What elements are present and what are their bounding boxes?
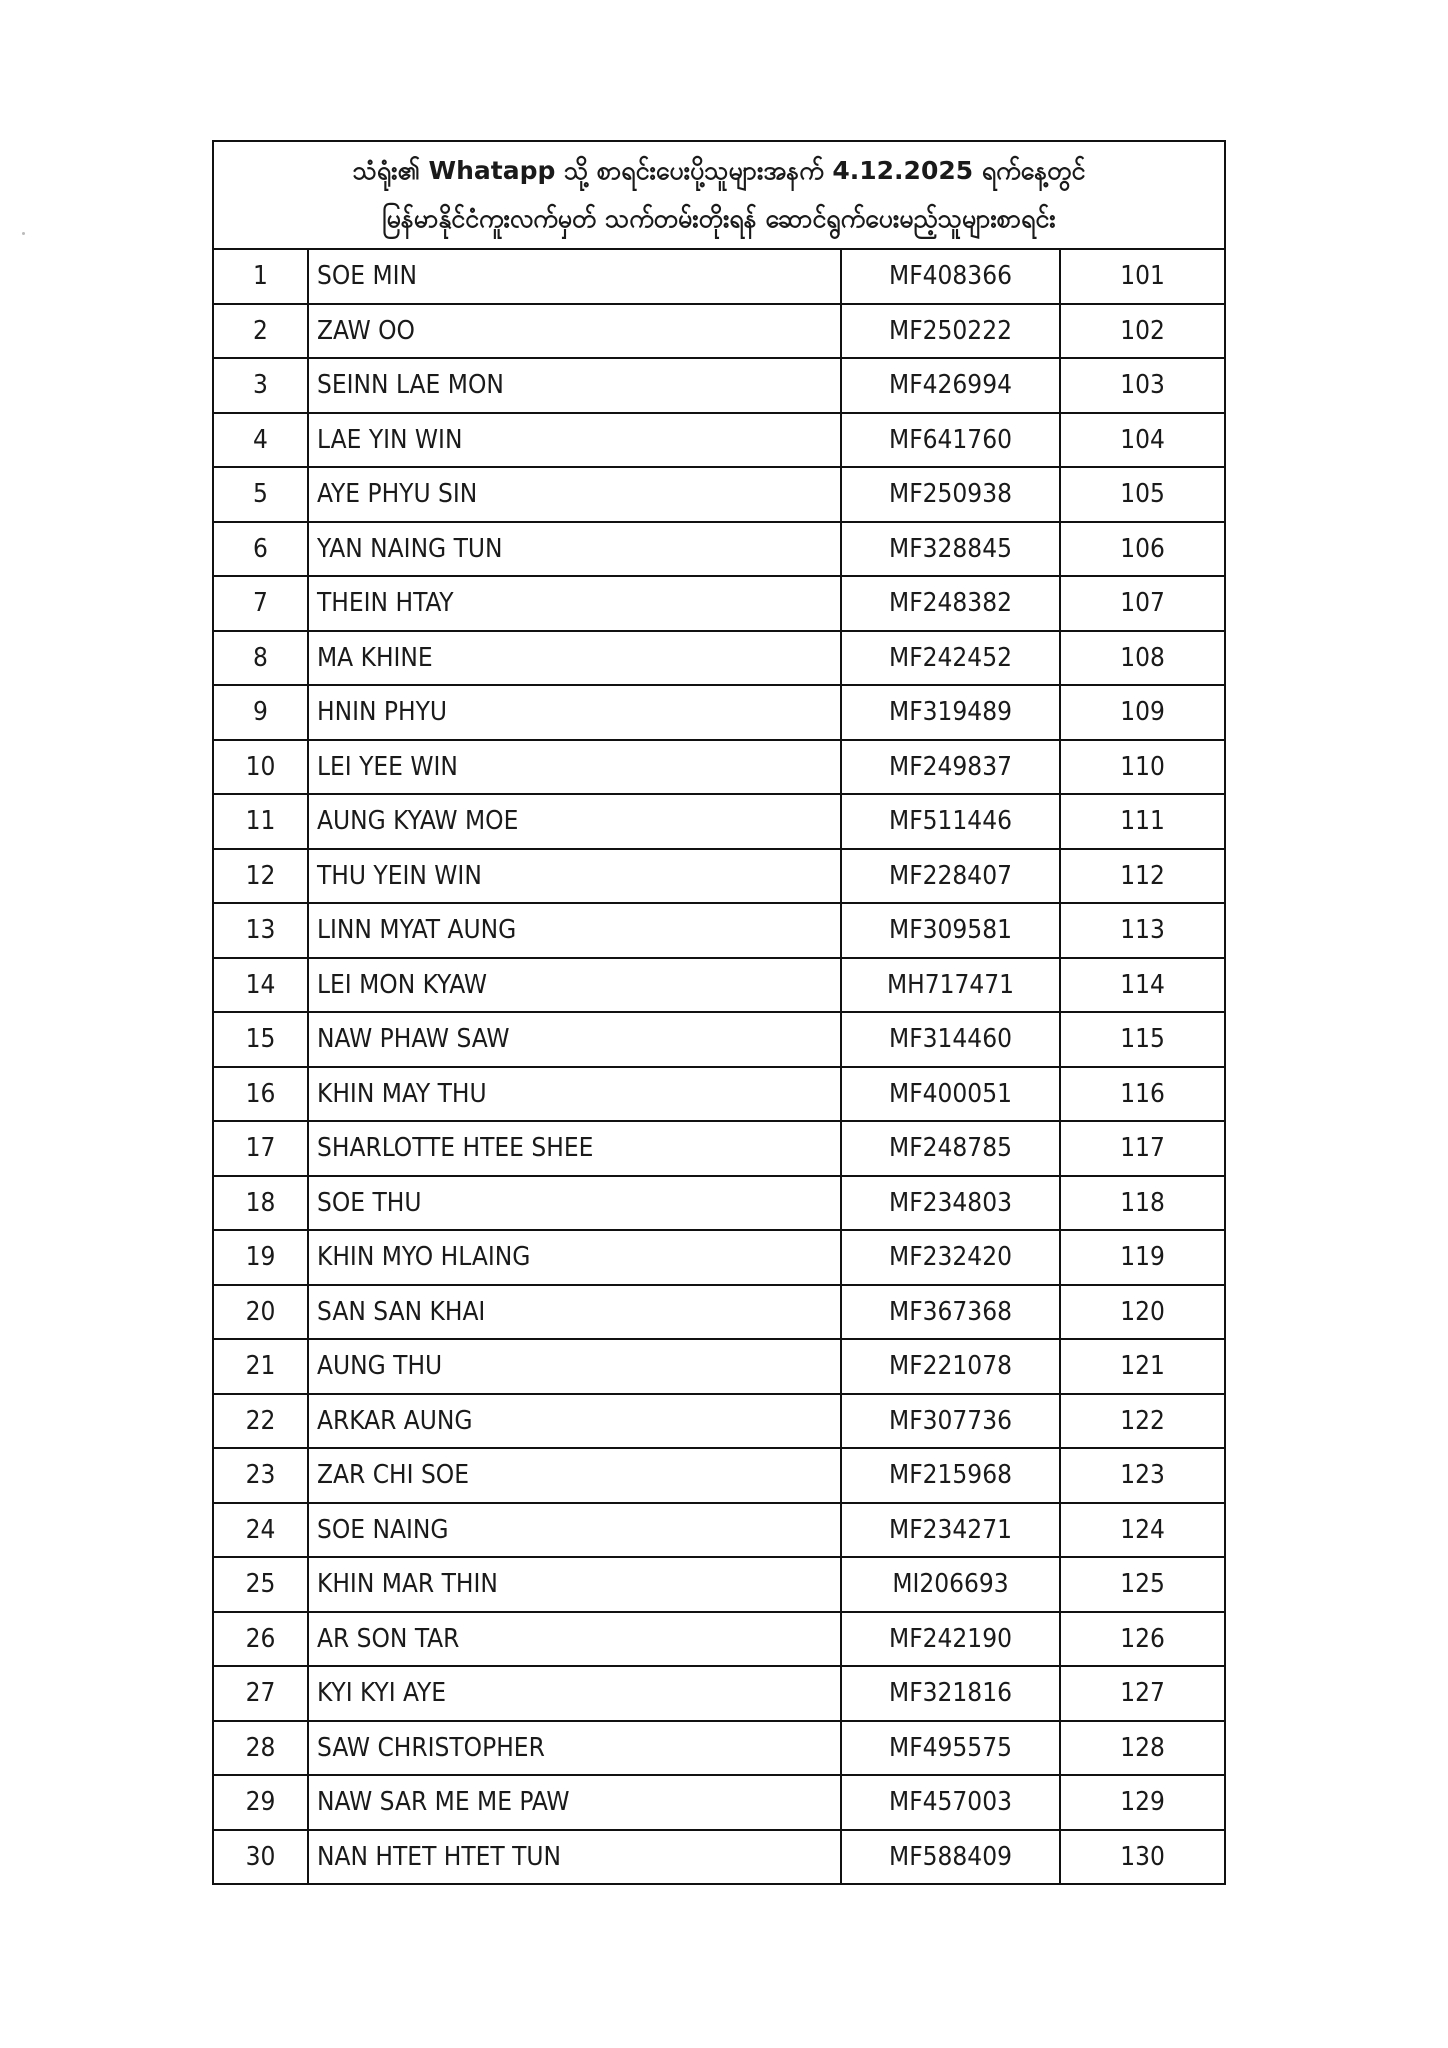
row-number: 27 xyxy=(213,1666,308,1721)
table-title-row xyxy=(213,141,1225,249)
passport-number: MF248785 xyxy=(841,1121,1060,1176)
passport-number: MF511446 xyxy=(841,794,1060,849)
passport-number: MF495575 xyxy=(841,1721,1060,1776)
table-body xyxy=(213,249,1225,1884)
passport-number: MF215968 xyxy=(841,1448,1060,1503)
scan-speck xyxy=(22,232,25,235)
row-number: 21 xyxy=(213,1339,308,1394)
table-row xyxy=(213,304,1225,359)
queue-code: 117 xyxy=(1060,1121,1225,1176)
row-number: 19 xyxy=(213,1230,308,1285)
passport-number: MF641760 xyxy=(841,413,1060,468)
row-number: 12 xyxy=(213,849,308,904)
title-line-2: မြန်မာနိုင်ငံကူးလက်မှတ် သက်တမ်းတိုးရန် ဆောင်ရွက်ပေးမည့်သူများစာရင်း xyxy=(382,204,1056,233)
queue-code: 112 xyxy=(1060,849,1225,904)
queue-code: 108 xyxy=(1060,631,1225,686)
person-name: SHARLOTTE HTEE SHEE xyxy=(308,1121,841,1176)
person-name: LEI MON KYAW xyxy=(308,958,841,1013)
passport-number: MF367368 xyxy=(841,1285,1060,1340)
table-row xyxy=(213,685,1225,740)
passport-number: MF314460 xyxy=(841,1012,1060,1067)
passport-number: MF249837 xyxy=(841,740,1060,795)
queue-code: 121 xyxy=(1060,1339,1225,1394)
row-number: 20 xyxy=(213,1285,308,1340)
table-row xyxy=(213,522,1225,577)
passport-number: MF228407 xyxy=(841,849,1060,904)
person-name: AUNG KYAW MOE xyxy=(308,794,841,849)
person-name: LAE YIN WIN xyxy=(308,413,841,468)
person-name: KHIN MAR THIN xyxy=(308,1557,841,1612)
person-name: MA KHINE xyxy=(308,631,841,686)
passport-number: MF307736 xyxy=(841,1394,1060,1449)
passport-number: MF319489 xyxy=(841,685,1060,740)
table-row xyxy=(213,1012,1225,1067)
table-row xyxy=(213,1557,1225,1612)
passport-number: MF242452 xyxy=(841,631,1060,686)
table-row xyxy=(213,1394,1225,1449)
row-number: 22 xyxy=(213,1394,308,1449)
row-number: 17 xyxy=(213,1121,308,1176)
table-row xyxy=(213,1721,1225,1776)
person-name: SAN SAN KHAI xyxy=(308,1285,841,1340)
row-number: 3 xyxy=(213,358,308,413)
person-name: ARKAR AUNG xyxy=(308,1394,841,1449)
table-row xyxy=(213,1612,1225,1667)
passport-number: MF221078 xyxy=(841,1339,1060,1394)
queue-code: 103 xyxy=(1060,358,1225,413)
table-row xyxy=(213,1230,1225,1285)
person-name: SEINN LAE MON xyxy=(308,358,841,413)
queue-code: 104 xyxy=(1060,413,1225,468)
table-row xyxy=(213,1448,1225,1503)
row-number: 25 xyxy=(213,1557,308,1612)
queue-code: 110 xyxy=(1060,740,1225,795)
passport-number: MF234803 xyxy=(841,1176,1060,1231)
row-number: 15 xyxy=(213,1012,308,1067)
queue-code: 122 xyxy=(1060,1394,1225,1449)
row-number: 28 xyxy=(213,1721,308,1776)
row-number: 11 xyxy=(213,794,308,849)
queue-code: 101 xyxy=(1060,249,1225,304)
person-name: NAW PHAW SAW xyxy=(308,1012,841,1067)
person-name: AYE PHYU SIN xyxy=(308,467,841,522)
row-number: 18 xyxy=(213,1176,308,1231)
person-name: HNIN PHYU xyxy=(308,685,841,740)
row-number: 29 xyxy=(213,1775,308,1830)
queue-code: 120 xyxy=(1060,1285,1225,1340)
passport-number: MF232420 xyxy=(841,1230,1060,1285)
passport-number: MF426994 xyxy=(841,358,1060,413)
queue-code: 127 xyxy=(1060,1666,1225,1721)
table-row xyxy=(213,1067,1225,1122)
queue-code: 102 xyxy=(1060,304,1225,359)
person-name: YAN NAING TUN xyxy=(308,522,841,577)
table-row xyxy=(213,249,1225,304)
queue-code: 107 xyxy=(1060,576,1225,631)
passport-number: MF328845 xyxy=(841,522,1060,577)
row-number: 2 xyxy=(213,304,308,359)
person-name: NAN HTET HTET TUN xyxy=(308,1830,841,1885)
table-row xyxy=(213,1285,1225,1340)
passport-number: MF588409 xyxy=(841,1830,1060,1885)
queue-code: 123 xyxy=(1060,1448,1225,1503)
queue-code: 113 xyxy=(1060,903,1225,958)
queue-code: 105 xyxy=(1060,467,1225,522)
passport-number: MF408366 xyxy=(841,249,1060,304)
row-number: 30 xyxy=(213,1830,308,1885)
table-row xyxy=(213,1775,1225,1830)
row-number: 5 xyxy=(213,467,308,522)
row-number: 26 xyxy=(213,1612,308,1667)
passport-number: MF248382 xyxy=(841,576,1060,631)
passport-number: MF457003 xyxy=(841,1775,1060,1830)
passport-number: MF309581 xyxy=(841,903,1060,958)
passport-number: MF234271 xyxy=(841,1503,1060,1558)
row-number: 1 xyxy=(213,249,308,304)
queue-code: 115 xyxy=(1060,1012,1225,1067)
person-name: ZAR CHI SOE xyxy=(308,1448,841,1503)
queue-code: 129 xyxy=(1060,1775,1225,1830)
queue-code: 118 xyxy=(1060,1176,1225,1231)
table-row xyxy=(213,1666,1225,1721)
table-row xyxy=(213,413,1225,468)
row-number: 10 xyxy=(213,740,308,795)
table-row xyxy=(213,467,1225,522)
table-row xyxy=(213,631,1225,686)
table-row xyxy=(213,1830,1225,1885)
passport-number: MF400051 xyxy=(841,1067,1060,1122)
person-name: THU YEIN WIN xyxy=(308,849,841,904)
row-number: 8 xyxy=(213,631,308,686)
table-row xyxy=(213,576,1225,631)
table-title xyxy=(213,141,1225,249)
person-name: NAW SAR ME ME PAW xyxy=(308,1775,841,1830)
queue-code: 124 xyxy=(1060,1503,1225,1558)
row-number: 14 xyxy=(213,958,308,1013)
row-number: 24 xyxy=(213,1503,308,1558)
queue-code: 116 xyxy=(1060,1067,1225,1122)
person-name: SAW CHRISTOPHER xyxy=(308,1721,841,1776)
person-name: SOE MIN xyxy=(308,249,841,304)
passport-number: MI206693 xyxy=(841,1557,1060,1612)
table-row xyxy=(213,794,1225,849)
passport-number: MF250222 xyxy=(841,304,1060,359)
title-line-1: သံရုံး၏ Whatapp သို့ စာရင်းပေးပို့သူများအနက် 4.12.2025 ရက်နေ့တွင် xyxy=(352,156,1086,185)
person-name: AR SON TAR xyxy=(308,1612,841,1667)
row-number: 7 xyxy=(213,576,308,631)
passport-renewal-table xyxy=(212,140,1226,1885)
passport-number: MF250938 xyxy=(841,467,1060,522)
person-name: ZAW OO xyxy=(308,304,841,359)
queue-code: 130 xyxy=(1060,1830,1225,1885)
queue-code: 106 xyxy=(1060,522,1225,577)
table-row xyxy=(213,1339,1225,1394)
table-row xyxy=(213,1121,1225,1176)
passport-number: MF242190 xyxy=(841,1612,1060,1667)
person-name: THEIN HTAY xyxy=(308,576,841,631)
passport-number: MH717471 xyxy=(841,958,1060,1013)
table-row xyxy=(213,1503,1225,1558)
queue-code: 119 xyxy=(1060,1230,1225,1285)
queue-code: 109 xyxy=(1060,685,1225,740)
person-name: AUNG THU xyxy=(308,1339,841,1394)
table-row xyxy=(213,958,1225,1013)
row-number: 4 xyxy=(213,413,308,468)
table-row xyxy=(213,903,1225,958)
person-name: KHIN MAY THU xyxy=(308,1067,841,1122)
person-name: LINN MYAT AUNG xyxy=(308,903,841,958)
person-name: LEI YEE WIN xyxy=(308,740,841,795)
row-number: 23 xyxy=(213,1448,308,1503)
row-number: 16 xyxy=(213,1067,308,1122)
queue-code: 126 xyxy=(1060,1612,1225,1667)
person-name: SOE NAING xyxy=(308,1503,841,1558)
table-row xyxy=(213,1176,1225,1231)
table-row xyxy=(213,740,1225,795)
person-name: SOE THU xyxy=(308,1176,841,1231)
person-name: KYI KYI AYE xyxy=(308,1666,841,1721)
passport-number: MF321816 xyxy=(841,1666,1060,1721)
person-name: KHIN MYO HLAING xyxy=(308,1230,841,1285)
queue-code: 114 xyxy=(1060,958,1225,1013)
queue-code: 128 xyxy=(1060,1721,1225,1776)
table-row xyxy=(213,849,1225,904)
table-row xyxy=(213,358,1225,413)
row-number: 6 xyxy=(213,522,308,577)
queue-code: 111 xyxy=(1060,794,1225,849)
queue-code: 125 xyxy=(1060,1557,1225,1612)
row-number: 13 xyxy=(213,903,308,958)
row-number: 9 xyxy=(213,685,308,740)
